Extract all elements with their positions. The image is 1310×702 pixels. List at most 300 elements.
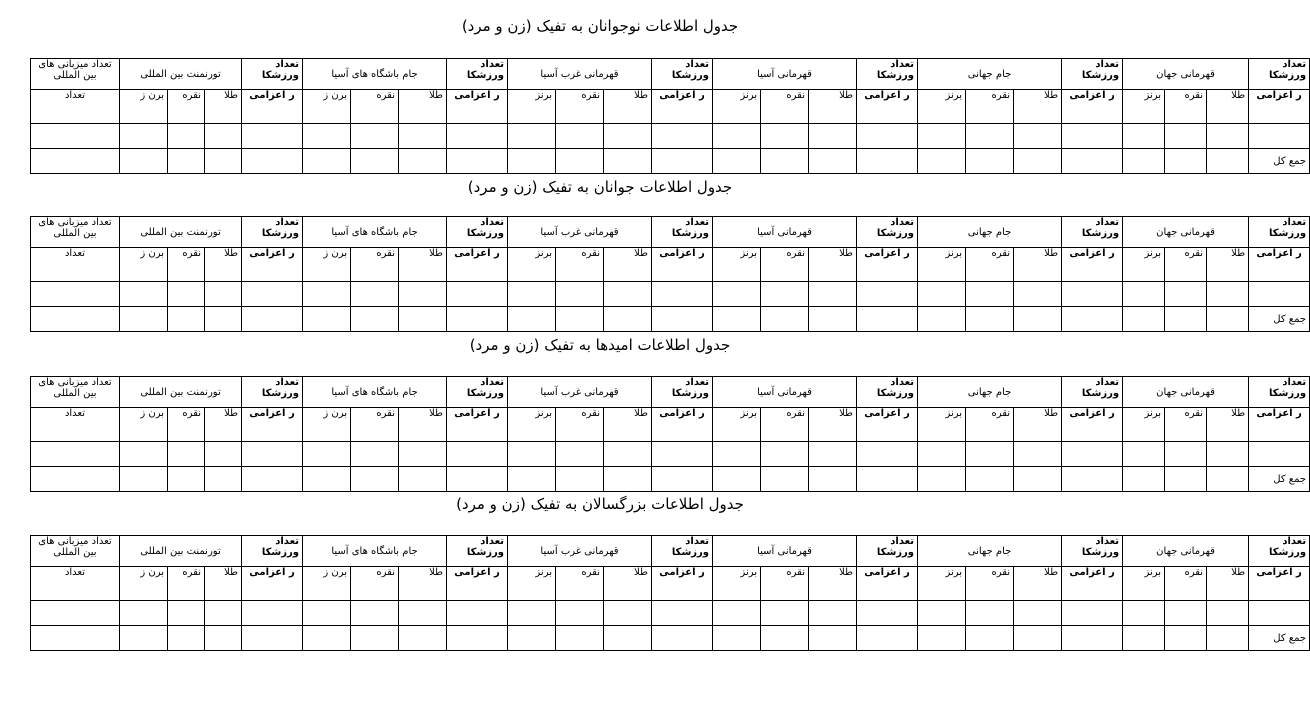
table-cell (1207, 149, 1249, 174)
table-cell (205, 124, 242, 149)
silver-header: نقره (966, 248, 1014, 282)
table-cell (1207, 124, 1249, 149)
bronze-header: برنز (508, 90, 556, 124)
gold-header: طلا (809, 408, 857, 442)
table-cell (918, 467, 966, 492)
silver-header: نقره (1165, 248, 1207, 282)
table-cell (168, 149, 205, 174)
table-cell (761, 307, 809, 332)
table-cell (857, 307, 918, 332)
table-cell (1165, 601, 1207, 626)
table-cell (1249, 282, 1310, 307)
table-cell (857, 467, 918, 492)
table-cell (508, 626, 556, 651)
table-cell (351, 124, 399, 149)
table-cell (1014, 149, 1062, 174)
athletes-count-header: تعداد ورزشکا (652, 377, 713, 408)
table-cell (120, 149, 168, 174)
athletes-count-subheader: ر اعزامی (242, 90, 303, 124)
silver-header: نقره (168, 567, 205, 601)
silver-header: نقره (556, 90, 604, 124)
athletes-count-header: تعداد ورزشکا (652, 536, 713, 567)
gold-header: طلا (1014, 408, 1062, 442)
table-cell (1062, 124, 1123, 149)
west-asia-championship-header: قهرمانی غرب آسیا (508, 59, 652, 90)
intl-tournament-header: تورنمنت بین المللی (120, 536, 242, 567)
silver-header: نقره (761, 408, 809, 442)
table-cell (303, 626, 351, 651)
table-cell (713, 149, 761, 174)
table-cell (447, 442, 508, 467)
table-cell (303, 601, 351, 626)
bronze-header: برن ز (120, 90, 168, 124)
athletes-count-subheader: ر اعزامی (447, 567, 508, 601)
gold-header: طلا (809, 248, 857, 282)
bronze-header: برن ز (303, 408, 351, 442)
athletes-count-subheader: ر اعزامی (1062, 90, 1123, 124)
table-cell (713, 124, 761, 149)
athletes-count-header: تعداد ورزشکا (447, 377, 508, 408)
silver-header: نقره (761, 90, 809, 124)
table-cell (120, 282, 168, 307)
section-title: جدول اطلاعات نوجوانان به تفیک (زن و مرد) (461, 17, 739, 35)
intl-hosting-header: تعداد میزبانی های بین المللی (31, 217, 120, 248)
athletes-count-subheader: ر اعزامی (652, 567, 713, 601)
table-cell (1014, 601, 1062, 626)
silver-header: نقره (966, 567, 1014, 601)
bronze-header: برنز (713, 248, 761, 282)
athletes-count-header: تعداد ورزشکا (242, 536, 303, 567)
table-cell (918, 626, 966, 651)
athletes-count-subheader: ر اعزامی (857, 408, 918, 442)
table-cell (242, 149, 303, 174)
bronze-header: برنز (713, 90, 761, 124)
silver-header: نقره (761, 567, 809, 601)
table-cell (556, 149, 604, 174)
table-cell (31, 626, 120, 651)
silver-header: نقره (966, 90, 1014, 124)
athletes-count-subheader: ر اعزامی (242, 248, 303, 282)
table-cell (120, 307, 168, 332)
athletes-count-header: تعداد ورزشکا (447, 536, 508, 567)
table-cell (351, 601, 399, 626)
table-cell (966, 282, 1014, 307)
table-cell (205, 307, 242, 332)
gold-header: طلا (1207, 90, 1249, 124)
bronze-header: برنز (1123, 90, 1165, 124)
table-cell (351, 467, 399, 492)
bronze-header: برنز (1123, 248, 1165, 282)
world-cup-header: جام جهانی (918, 217, 1062, 248)
table-cell (966, 124, 1014, 149)
bronze-header: برنز (918, 567, 966, 601)
world-championship-header: قهرمانی جهان (1123, 217, 1249, 248)
bronze-header: برنز (1123, 408, 1165, 442)
gold-header: طلا (205, 248, 242, 282)
gold-header: طلا (399, 90, 447, 124)
table-cell (120, 601, 168, 626)
table-cell (447, 601, 508, 626)
table-cell (31, 149, 120, 174)
table-cell (351, 442, 399, 467)
table-cell (713, 282, 761, 307)
athletes-count-subheader: ر اعزامی (242, 567, 303, 601)
athletes-count-header: تعداد ورزشکا (447, 217, 508, 248)
gold-header: طلا (604, 408, 652, 442)
table-cell (205, 601, 242, 626)
table-cell (556, 626, 604, 651)
total-label: جمع کل (1249, 626, 1310, 651)
table-cell (168, 124, 205, 149)
bronze-header: برن ز (120, 567, 168, 601)
table-cell (1165, 467, 1207, 492)
table-cell (303, 282, 351, 307)
table-cell (447, 124, 508, 149)
table-cell (303, 124, 351, 149)
athletes-count-header: تعداد ورزشکا (1062, 217, 1123, 248)
table-cell (1014, 124, 1062, 149)
table-cell (242, 124, 303, 149)
bronze-header: برن ز (303, 567, 351, 601)
asia-championship-header: قهرمانی آسیا (713, 377, 857, 408)
intl-hosting-header: تعداد میزبانی های بین المللی (31, 59, 120, 90)
table-cell (809, 467, 857, 492)
table-cell (966, 442, 1014, 467)
table-cell (761, 626, 809, 651)
table-cell (809, 626, 857, 651)
table-cell (1207, 601, 1249, 626)
athletes-count-header: تعداد ورزشکا (1249, 59, 1310, 90)
table-cell (242, 442, 303, 467)
table-cell (447, 149, 508, 174)
table-cell (1165, 307, 1207, 332)
athletes-count-header: تعداد ورزشکا (1249, 536, 1310, 567)
table-row (31, 282, 1310, 307)
athletes-count-header: تعداد ورزشکا (857, 59, 918, 90)
section-title: جدول اطلاعات امیدها به تفیک (زن و مرد) (469, 336, 731, 354)
hosting-count-header: تعداد (31, 408, 120, 442)
world-cup-header: جام جهانی (918, 59, 1062, 90)
bronze-header: برن ز (120, 408, 168, 442)
gold-header: طلا (399, 408, 447, 442)
table-cell (508, 467, 556, 492)
section-title: جدول اطلاعات جوانان به تفیک (زن و مرد) (467, 178, 733, 196)
athletes-count-subheader: ر اعزامی (857, 248, 918, 282)
table-cell (508, 149, 556, 174)
table-cell (1062, 149, 1123, 174)
table-cell (713, 626, 761, 651)
table-cell (399, 442, 447, 467)
west-asia-championship-header: قهرمانی غرب آسیا (508, 536, 652, 567)
table-cell (1249, 601, 1310, 626)
table-cell (809, 124, 857, 149)
table-cell (120, 626, 168, 651)
table-cell (1123, 467, 1165, 492)
gold-header: طلا (604, 90, 652, 124)
table-cell (205, 442, 242, 467)
table-cell (31, 467, 120, 492)
table-cell (604, 442, 652, 467)
table-cell (604, 626, 652, 651)
table-cell (1207, 467, 1249, 492)
table-cell (303, 467, 351, 492)
silver-header: نقره (168, 248, 205, 282)
table-cell (556, 307, 604, 332)
table-cell (1062, 467, 1123, 492)
gold-header: طلا (205, 408, 242, 442)
bronze-header: برنز (713, 408, 761, 442)
table-cell (1207, 307, 1249, 332)
table-cell (399, 124, 447, 149)
table-cell (652, 442, 713, 467)
table-cell (857, 442, 918, 467)
table-cell (31, 601, 120, 626)
silver-header: نقره (1165, 90, 1207, 124)
table-cell (508, 601, 556, 626)
table-cell (556, 124, 604, 149)
table-cell (508, 442, 556, 467)
silver-header: نقره (556, 248, 604, 282)
intl-hosting-header: تعداد میزبانی های بین المللی (31, 536, 120, 567)
table-cell (966, 149, 1014, 174)
intl-hosting-header: تعداد میزبانی های بین المللی (31, 377, 120, 408)
table-cell (399, 467, 447, 492)
table-cell (1165, 442, 1207, 467)
silver-header: نقره (1165, 567, 1207, 601)
athletes-count-subheader: ر اعزامی (1062, 567, 1123, 601)
table-cell (761, 282, 809, 307)
gold-header: طلا (1014, 90, 1062, 124)
table-cell (242, 282, 303, 307)
table-row (31, 442, 1310, 467)
table-cell (242, 601, 303, 626)
athletes-count-subheader: ر اعزامی (447, 90, 508, 124)
table-cell (761, 601, 809, 626)
table-cell (399, 601, 447, 626)
silver-header: نقره (351, 248, 399, 282)
table-cell (713, 467, 761, 492)
medal-stats-table (30, 376, 1310, 492)
gold-header: طلا (399, 248, 447, 282)
table-cell (351, 626, 399, 651)
athletes-count-subheader: ر اعزامی (1062, 408, 1123, 442)
table-cell (351, 282, 399, 307)
table-cell (713, 307, 761, 332)
table-cell (918, 442, 966, 467)
table-cell (303, 307, 351, 332)
world-cup-header: جام جهانی (918, 377, 1062, 408)
table-cell (168, 601, 205, 626)
table-cell (713, 442, 761, 467)
table-cell (120, 442, 168, 467)
gold-header: طلا (604, 567, 652, 601)
asia-championship-header: قهرمانی آسیا (713, 59, 857, 90)
athletes-count-subheader: ر اعزامی (447, 408, 508, 442)
table-cell (1249, 442, 1310, 467)
table-cell (447, 282, 508, 307)
bronze-header: برنز (713, 567, 761, 601)
table-cell (1014, 282, 1062, 307)
athletes-count-subheader: ر اعزامی (1249, 90, 1310, 124)
table-cell (918, 124, 966, 149)
bronze-header: برن ز (303, 90, 351, 124)
athletes-count-subheader: ر اعزامی (857, 567, 918, 601)
bronze-header: برنز (918, 408, 966, 442)
table-cell (1123, 626, 1165, 651)
table-cell (447, 467, 508, 492)
table-cell (966, 601, 1014, 626)
table-cell (242, 626, 303, 651)
table-cell (168, 467, 205, 492)
athletes-count-header: تعداد ورزشکا (242, 377, 303, 408)
table-cell (1123, 282, 1165, 307)
athletes-count-header: تعداد ورزشکا (1249, 377, 1310, 408)
table-cell (604, 282, 652, 307)
table-cell (1165, 282, 1207, 307)
athletes-count-header: تعداد ورزشکا (447, 59, 508, 90)
table-cell (399, 307, 447, 332)
table-cell (1062, 601, 1123, 626)
medal-stats-table (30, 535, 1310, 651)
table-cell (966, 467, 1014, 492)
table-cell (556, 442, 604, 467)
table-cell (242, 307, 303, 332)
table-cell (168, 307, 205, 332)
table-cell (857, 282, 918, 307)
table-cell (205, 467, 242, 492)
athletes-count-subheader: ر اعزامی (652, 248, 713, 282)
intl-tournament-header: تورنمنت بین المللی (120, 377, 242, 408)
asia-club-cup-header: جام باشگاه های آسیا (303, 59, 447, 90)
table-cell (399, 149, 447, 174)
intl-tournament-header: تورنمنت بین المللی (120, 59, 242, 90)
west-asia-championship-header: قهرمانی غرب آسیا (508, 217, 652, 248)
table-cell (761, 124, 809, 149)
total-label: جمع کل (1249, 307, 1310, 332)
total-row (31, 149, 1310, 174)
hosting-count-header: تعداد (31, 567, 120, 601)
silver-header: نقره (351, 90, 399, 124)
gold-header: طلا (205, 90, 242, 124)
athletes-count-subheader: ر اعزامی (857, 90, 918, 124)
bronze-header: برنز (508, 408, 556, 442)
table-cell (713, 601, 761, 626)
table-cell (351, 307, 399, 332)
athletes-count-header: تعداد ورزشکا (652, 217, 713, 248)
table-cell (652, 307, 713, 332)
table-row (31, 124, 1310, 149)
table-cell (1207, 626, 1249, 651)
table-cell (918, 149, 966, 174)
medal-stats-table (30, 216, 1310, 332)
table-cell (809, 149, 857, 174)
table-cell (918, 307, 966, 332)
table-cell (604, 149, 652, 174)
table-cell (31, 124, 120, 149)
table-cell (31, 442, 120, 467)
hosting-count-header: تعداد (31, 248, 120, 282)
table-cell (604, 467, 652, 492)
table-cell (1249, 124, 1310, 149)
asia-championship-header: قهرمانی آسیا (713, 536, 857, 567)
table-cell (652, 467, 713, 492)
table-cell (918, 601, 966, 626)
table-cell (1165, 626, 1207, 651)
asia-club-cup-header: جام باشگاه های آسیا (303, 536, 447, 567)
athletes-count-subheader: ر اعزامی (1249, 408, 1310, 442)
bronze-header: برنز (1123, 567, 1165, 601)
table-cell (556, 601, 604, 626)
table-cell (556, 467, 604, 492)
silver-header: نقره (168, 90, 205, 124)
section-title: جدول اطلاعات بزرگسالان به تفیک (زن و مرد) (456, 495, 744, 513)
table-cell (205, 626, 242, 651)
table-cell (918, 282, 966, 307)
table-cell (652, 149, 713, 174)
athletes-count-header: تعداد ورزشکا (1062, 536, 1123, 567)
silver-header: نقره (966, 408, 1014, 442)
athletes-count-header: تعداد ورزشکا (857, 536, 918, 567)
table-cell (1165, 124, 1207, 149)
table-cell (205, 149, 242, 174)
table-cell (761, 442, 809, 467)
table-cell (1123, 307, 1165, 332)
athletes-count-header: تعداد ورزشکا (1249, 217, 1310, 248)
world-championship-header: قهرمانی جهان (1123, 377, 1249, 408)
bronze-header: برنز (918, 90, 966, 124)
table-cell (242, 467, 303, 492)
table-cell (1062, 282, 1123, 307)
table-cell (1165, 149, 1207, 174)
table-cell (604, 124, 652, 149)
world-cup-header: جام جهانی (918, 536, 1062, 567)
table-cell (447, 626, 508, 651)
silver-header: نقره (351, 408, 399, 442)
table-cell (1062, 442, 1123, 467)
table-cell (652, 601, 713, 626)
table-cell (1123, 601, 1165, 626)
table-cell (508, 282, 556, 307)
table-cell (857, 124, 918, 149)
silver-header: نقره (761, 248, 809, 282)
table-cell (303, 442, 351, 467)
table-cell (1207, 282, 1249, 307)
table-cell (399, 282, 447, 307)
table-cell (556, 282, 604, 307)
table-cell (1123, 124, 1165, 149)
athletes-count-subheader: ر اعزامی (1062, 248, 1123, 282)
total-label: جمع کل (1249, 149, 1310, 174)
table-cell (1123, 149, 1165, 174)
table-cell (604, 307, 652, 332)
bronze-header: برنز (508, 567, 556, 601)
gold-header: طلا (399, 567, 447, 601)
table-cell (809, 442, 857, 467)
silver-header: نقره (168, 408, 205, 442)
table-cell (857, 149, 918, 174)
table-cell (1014, 307, 1062, 332)
medal-stats-table (30, 58, 1310, 174)
athletes-count-subheader: ر اعزامی (1249, 248, 1310, 282)
athletes-count-subheader: ر اعزامی (1249, 567, 1310, 601)
table-cell (1014, 442, 1062, 467)
table-cell (652, 124, 713, 149)
table-cell (168, 626, 205, 651)
table-cell (31, 307, 120, 332)
table-cell (1207, 442, 1249, 467)
west-asia-championship-header: قهرمانی غرب آسیا (508, 377, 652, 408)
hosting-count-header: تعداد (31, 90, 120, 124)
